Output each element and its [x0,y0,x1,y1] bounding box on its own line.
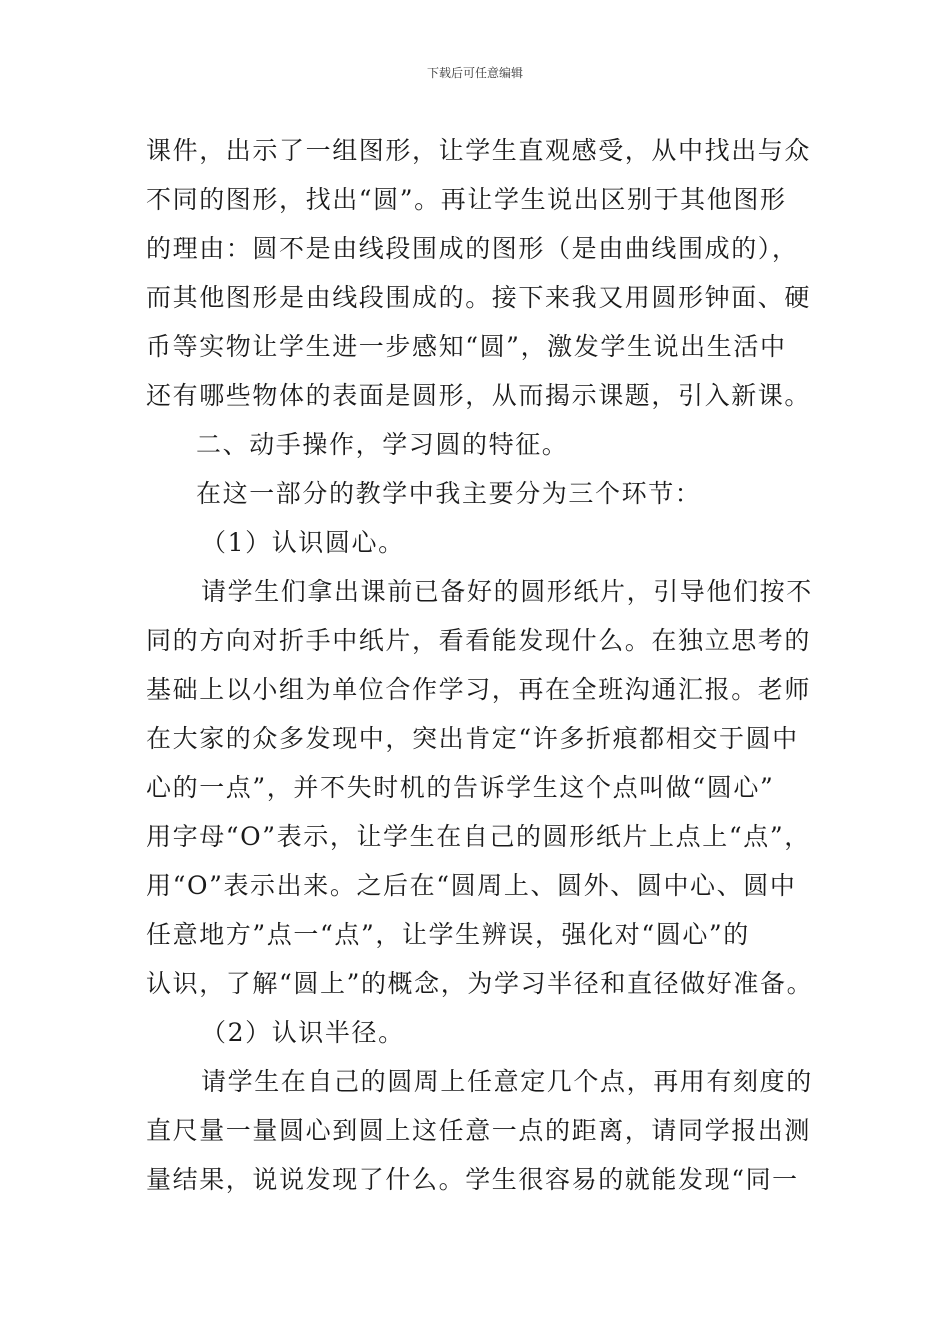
text-line: 不同的图形，找出“圆”。再让学生说出区别于其他图形 [146,185,787,214]
page-header: 下载后可任意编辑 [426,66,523,80]
text-line: 课件，出示了一组图形，让学生直观感受，从中找出与众 [146,136,812,165]
subsection-heading: （1）认识圆心。 [201,528,405,557]
section-heading: 二、动手操作，学习圆的特征。 [196,430,569,459]
document-body [146,126,816,1204]
text-line: 的理由：圆不是由线段围成的图形（是由曲线围成的）， [146,234,799,263]
text-line: 心的一点”，并不失时机的告诉学生这个点叫做“圆心” [146,773,775,802]
text-line: 还有哪些物体的表面是圆形，从而揭示课题，引入新课。 [146,381,812,410]
text-line: 币等实物让学生进一步感知“圆”，激发学生说出生活中 [146,332,787,361]
text-line: 基础上以小组为单位合作学习，再在全班沟通汇报。老师 [146,675,812,704]
subsection-heading: （2）认识半径。 [201,1018,405,1047]
text-line: 在这一部分的教学中我主要分为三个环节： [196,479,702,508]
text-line: 用字母“O”表示，让学生在自己的圆形纸片上点上“点”， [146,822,811,851]
text-line: 认识，了解“圆上”的概念，为学习半径和直径做好准备。 [146,969,814,998]
text-line: 同的方向对折手中纸片，看看能发现什么。在独立思考的 [146,626,812,655]
text-line: 而其他图形是由线段围成的。接下来我又用圆形钟面、硬 [146,283,812,312]
text-line: 在大家的众多发现中，突出肯定“许多折痕都相交于圆中 [146,724,799,753]
text-line: 直尺量一量圆心到圆上这任意一点的距离，请同学报出测 [146,1116,812,1145]
text-line: 请学生们拿出课前已备好的圆形纸片，引导他们按不 [201,577,813,606]
text-line: 任意地方”点一“点”，让学生辨误，强化对“圆心”的 [146,920,750,949]
text-line: 用“O”表示出来。之后在“圆周上、圆外、圆中心、圆中 [146,871,797,900]
text-line: 量结果，说说发现了什么。学生很容易的就能发现“同一 [146,1165,799,1194]
text-line: 请学生在自己的圆周上任意定几个点，再用有刻度的 [201,1067,813,1096]
